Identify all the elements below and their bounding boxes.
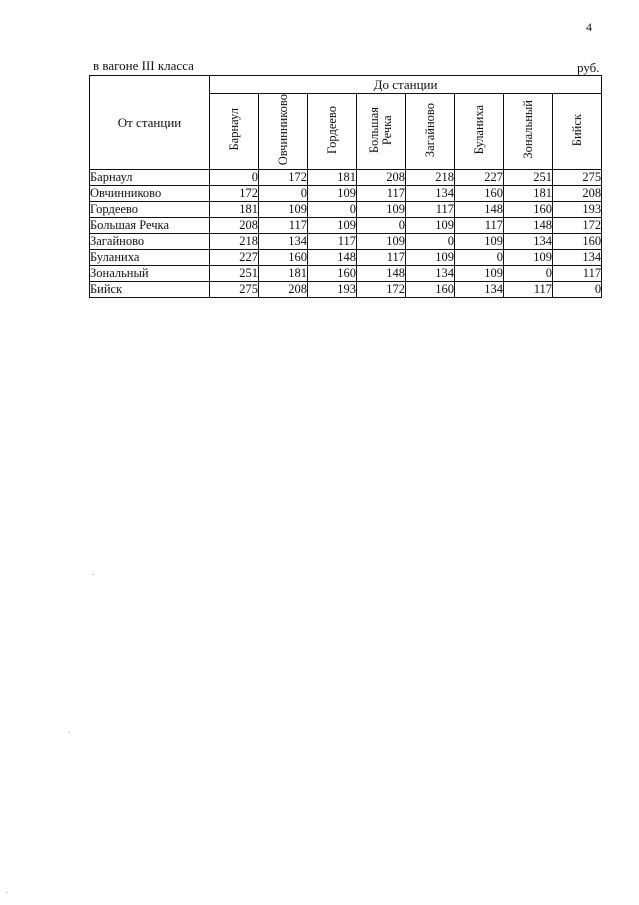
table-row	[90, 170, 602, 186]
scan-speck	[68, 732, 70, 733]
column-header: Бийск	[553, 94, 602, 170]
fare-cell: 172	[210, 186, 259, 202]
row-station: Большая Речка	[90, 218, 210, 234]
table-row	[90, 266, 602, 282]
fare-cell: 109	[259, 202, 308, 218]
fare-cell: 227	[455, 170, 504, 186]
fare-cell: 148	[455, 202, 504, 218]
row-station: Гордеево	[90, 202, 210, 218]
from-station-header: От станции	[90, 76, 210, 170]
table-row	[90, 234, 602, 250]
fare-cell: 181	[504, 186, 553, 202]
fare-cell: 172	[259, 170, 308, 186]
fare-cell: 218	[406, 170, 455, 186]
fare-cell: 172	[553, 218, 602, 234]
fare-cell: 0	[357, 218, 406, 234]
fare-cell: 251	[210, 266, 259, 282]
fare-cell: 181	[259, 266, 308, 282]
fare-cell: 160	[308, 266, 357, 282]
fare-cell: 251	[504, 170, 553, 186]
fare-cell: 109	[357, 234, 406, 250]
fare-cell: 109	[308, 186, 357, 202]
fare-cell: 0	[308, 202, 357, 218]
fare-cell: 172	[357, 282, 406, 298]
row-station: Загайново	[90, 234, 210, 250]
fare-cell: 134	[553, 250, 602, 266]
fare-cell: 109	[504, 250, 553, 266]
fare-cell: 0	[259, 186, 308, 202]
fare-cell: 193	[553, 202, 602, 218]
to-station-header: До станции	[210, 76, 602, 94]
fare-cell: 117	[553, 266, 602, 282]
table-row	[90, 282, 602, 298]
fare-cell: 0	[406, 234, 455, 250]
column-header: Зональный	[504, 94, 553, 170]
fare-cell: 160	[406, 282, 455, 298]
fare-cell: 109	[455, 266, 504, 282]
column-header: Загайново	[406, 94, 455, 170]
fare-cell: 160	[259, 250, 308, 266]
table-row	[90, 218, 602, 234]
fare-cell: 117	[357, 250, 406, 266]
fare-cell: 160	[455, 186, 504, 202]
table-row	[90, 202, 602, 218]
fare-cell: 160	[553, 234, 602, 250]
fare-cell: 275	[553, 170, 602, 186]
fare-cell: 0	[504, 266, 553, 282]
row-station: Буланиха	[90, 250, 210, 266]
page-number: 4	[586, 20, 592, 34]
fare-cell: 109	[357, 202, 406, 218]
fare-cell: 134	[259, 234, 308, 250]
fare-table	[89, 75, 602, 298]
fare-cell: 160	[504, 202, 553, 218]
fare-cell: 208	[357, 170, 406, 186]
table-row	[90, 250, 602, 266]
fare-cell: 0	[455, 250, 504, 266]
column-header: Буланиха	[455, 94, 504, 170]
row-station: Зональный	[90, 266, 210, 282]
column-header: Овчинниково	[259, 94, 308, 170]
column-header: Барнаул	[210, 94, 259, 170]
fare-cell: 148	[357, 266, 406, 282]
fare-cell: 117	[357, 186, 406, 202]
fare-cell: 275	[210, 282, 259, 298]
fare-cell: 148	[504, 218, 553, 234]
fare-cell: 208	[210, 218, 259, 234]
fare-cell: 208	[259, 282, 308, 298]
fare-cell: 227	[210, 250, 259, 266]
fare-cell: 117	[455, 218, 504, 234]
fare-cell: 148	[308, 250, 357, 266]
fare-cell: 134	[406, 186, 455, 202]
fare-cell: 109	[308, 218, 357, 234]
fare-cell: 117	[259, 218, 308, 234]
scan-speck	[92, 574, 94, 575]
fare-cell: 117	[308, 234, 357, 250]
currency-unit: руб.	[577, 60, 600, 75]
column-header: Гордеево	[308, 94, 357, 170]
fare-cell: 134	[455, 282, 504, 298]
fare-cell: 181	[308, 170, 357, 186]
table-row	[90, 186, 602, 202]
fare-cell: 208	[553, 186, 602, 202]
fare-cell: 109	[406, 218, 455, 234]
fare-cell: 117	[406, 202, 455, 218]
fare-cell: 134	[406, 266, 455, 282]
fare-cell: 0	[553, 282, 602, 298]
fare-cell: 134	[504, 234, 553, 250]
scan-speck	[6, 892, 8, 893]
fare-cell: 0	[210, 170, 259, 186]
fare-cell: 109	[406, 250, 455, 266]
fare-cell: 181	[210, 202, 259, 218]
fare-cell: 218	[210, 234, 259, 250]
row-station: Барнаул	[90, 170, 210, 186]
fare-cell: 193	[308, 282, 357, 298]
fare-cell: 109	[455, 234, 504, 250]
row-station: Бийск	[90, 282, 210, 298]
table-caption: в вагоне III класса	[93, 58, 194, 73]
column-header: Большая Речка	[357, 94, 406, 170]
row-station: Овчинниково	[90, 186, 210, 202]
fare-cell: 117	[504, 282, 553, 298]
